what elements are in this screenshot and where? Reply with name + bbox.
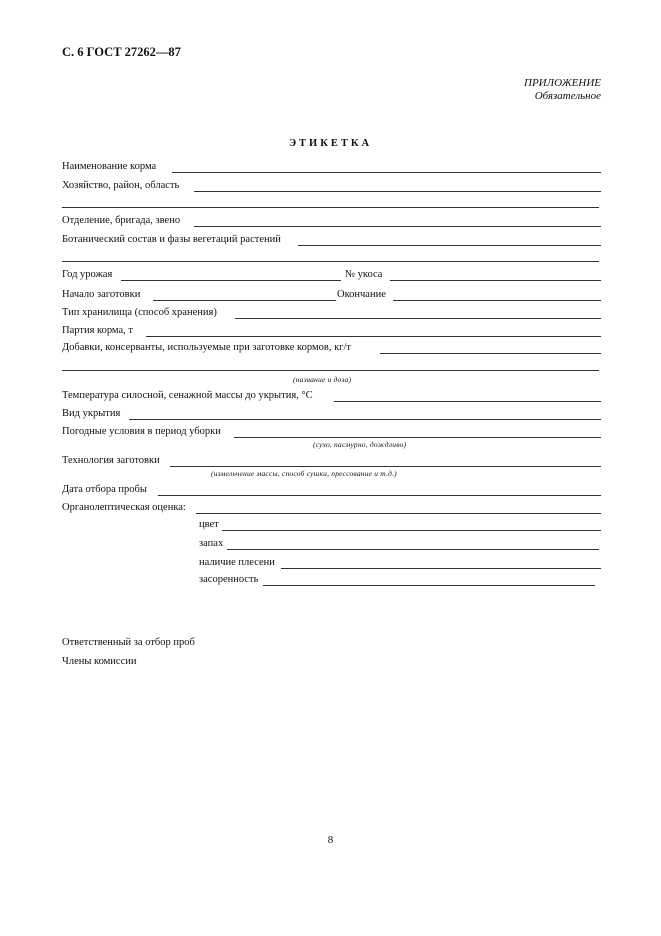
- weather-line: [234, 437, 601, 438]
- contamination-line: [263, 585, 595, 586]
- responsible-label: Ответственный за отбор проб: [62, 637, 195, 648]
- page-header: С. 6 ГОСТ 27262—87: [62, 45, 181, 59]
- botanical-extra-line: [62, 261, 599, 262]
- batch-line: [146, 336, 601, 337]
- feed-name-label: Наименование корма: [62, 161, 157, 172]
- harvest-year-label: Год урожая: [62, 269, 113, 280]
- appendix-block: [524, 77, 601, 103]
- color-line: [222, 530, 601, 531]
- end-label: Окончание: [337, 289, 386, 300]
- appendix-title: ПРИЛОЖЕНИЕ: [524, 77, 601, 89]
- label-title: ЭТИКЕТКА: [288, 138, 373, 149]
- weather-note: (сухо, пасмурно, дождливо): [313, 440, 407, 449]
- technology-note: (измельчение массы, способ сушки, прессование и т.д.): [211, 469, 397, 478]
- start-line: [153, 300, 336, 301]
- cover-label: Вид укрытия: [62, 408, 121, 419]
- technology-line: [170, 466, 601, 467]
- organoleptic-line: [196, 513, 601, 514]
- end-line: [393, 300, 601, 301]
- organoleptic-label: Органолептическая оценка:: [62, 502, 186, 513]
- cut-number-line: [390, 280, 601, 281]
- additives-note: (название и доза): [293, 375, 352, 384]
- appendix-subtitle: Обязательное: [534, 90, 601, 102]
- sampling-date-line: [158, 495, 601, 496]
- harvest-year-line: [121, 280, 341, 281]
- sampling-date-label: Дата отбора пробы: [62, 484, 147, 495]
- page-number: 8: [327, 834, 334, 846]
- department-line: [194, 226, 601, 227]
- weather-label: Погодные условия в период уборки: [62, 426, 221, 437]
- technology-label: Технология заготовки: [62, 455, 160, 466]
- color-label: цвет: [199, 519, 219, 530]
- storage-type-label: Тип хранилища (способ хранения): [62, 307, 217, 318]
- batch-label: Партия корма, т: [62, 325, 133, 336]
- mold-label: наличие плесени: [199, 557, 275, 568]
- farm-extra-line: [62, 207, 599, 208]
- department-label: Отделение, бригада, звено: [62, 215, 181, 226]
- cut-number-label: № укоса: [345, 269, 383, 280]
- commission-label: Члены комиссии: [62, 656, 137, 667]
- mold-line: [281, 568, 601, 569]
- botanical-label: Ботанический состав и фазы вегетаций растений: [62, 234, 281, 245]
- additives-label: Добавки, консерванты, используемые при заготовке кормов, кг/т: [62, 342, 351, 353]
- start-label: Начало заготовки: [62, 289, 141, 300]
- additives-line: [380, 353, 601, 354]
- storage-type-line: [235, 318, 601, 319]
- feed-name-line: [172, 172, 601, 173]
- farm-label: Хозяйство, район, область: [62, 180, 180, 191]
- farm-line: [194, 191, 601, 192]
- cover-line: [129, 419, 601, 420]
- additives-extra-line: [62, 370, 599, 371]
- smell-line: [227, 549, 599, 550]
- contamination-label: засоренность: [199, 574, 259, 585]
- temperature-line: [334, 401, 601, 402]
- botanical-line: [298, 245, 601, 246]
- smell-label: запах: [199, 538, 224, 549]
- temperature-label: Температура силосной, сенажной массы до укрытия, °С: [62, 390, 313, 401]
